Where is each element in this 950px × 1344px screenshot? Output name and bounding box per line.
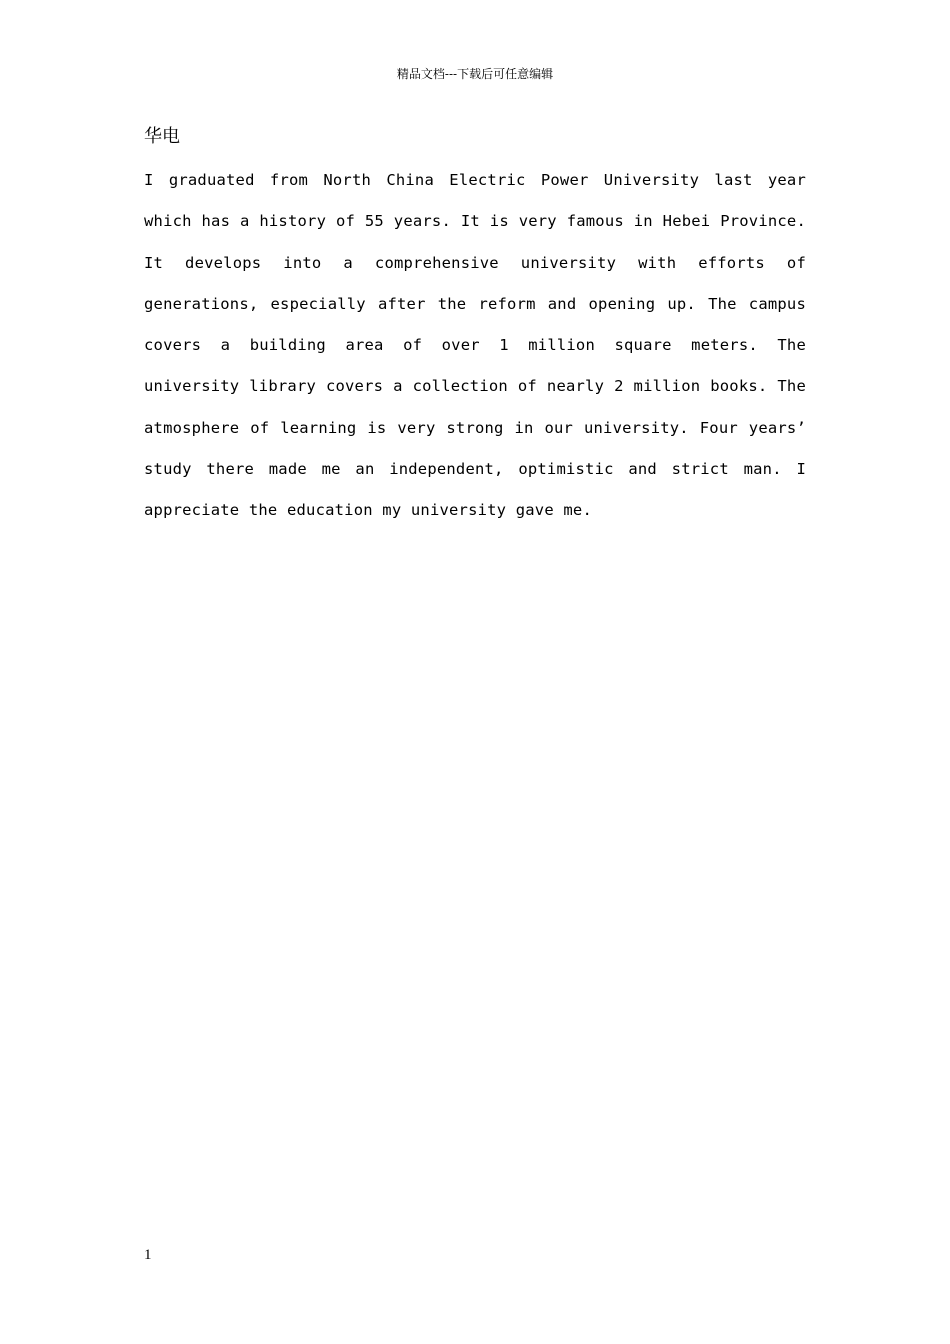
page-number: 1 (144, 1247, 152, 1263)
page-header: 精品文档---下载后可任意编辑 (396, 67, 554, 81)
body-paragraph: I graduated from North China Electric Power University last year which has a history of 55 years. It is very famous in Hebei Province. It develops into a comprehensive university with efforts of generations, especially after the reform and opening up. The campus covers a building area of over 1 million square meters. The university library covers a collection of nearly 2 million books. The atmosphere of learning is very strong in our university. Four years’ study there made me an independent, optimistic and strict man. I appreciate the education my university gave me. (144, 171, 806, 520)
document-title: 华电 (144, 126, 180, 147)
